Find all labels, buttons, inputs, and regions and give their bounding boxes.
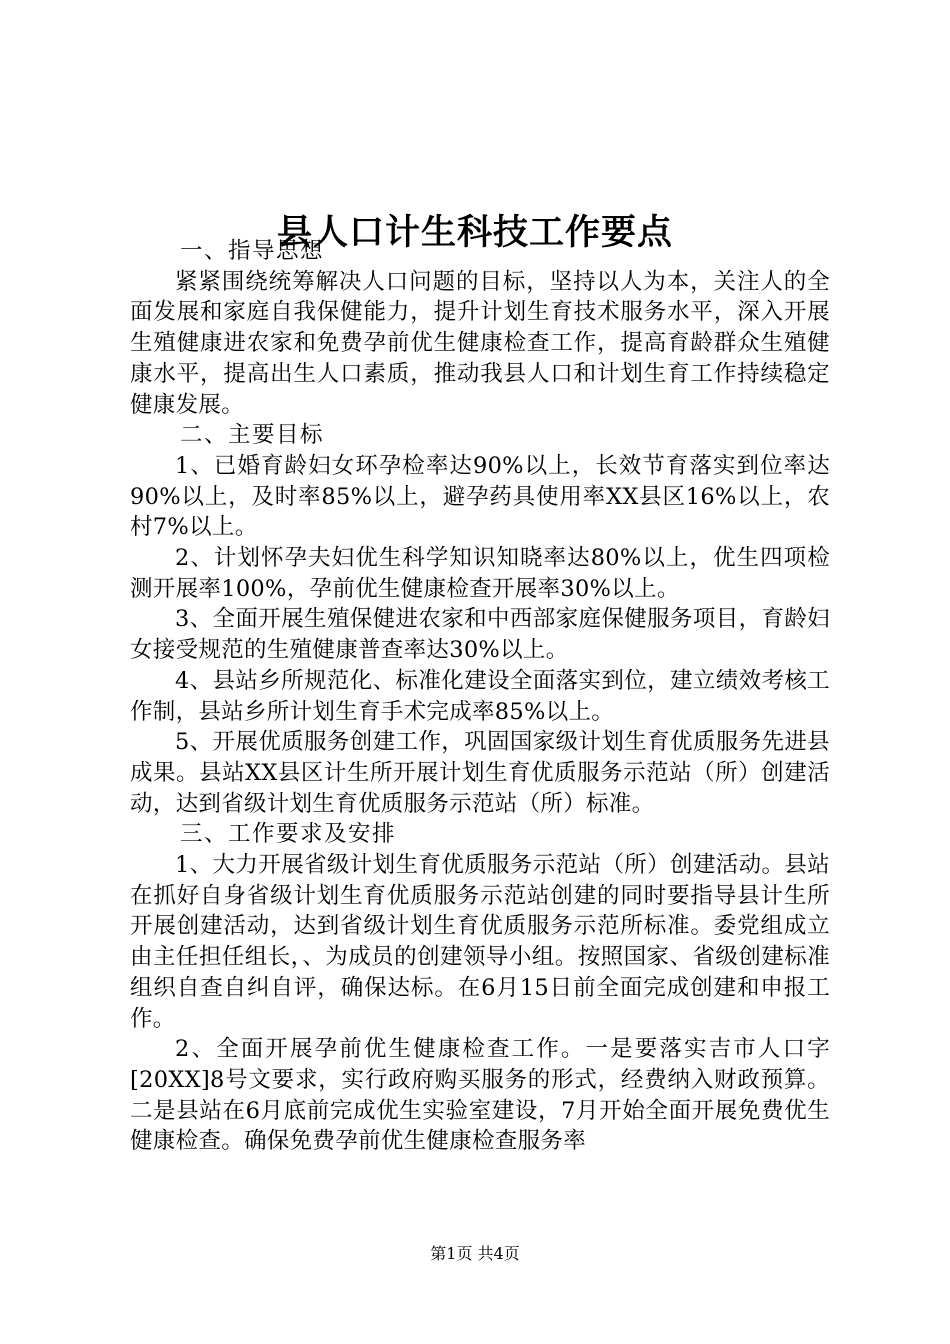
paragraph: 5、开展优质服务创建工作，巩固国家级计划生育优质服务先进县成果。县站XX县区计生所开展计划生育优质服务示范站（所）创建活动，达到省级计划生育优质服务示范站（所）标准。 [130,729,830,817]
document-body [130,236,830,1157]
paragraph: 紧紧围绕统筹解决人口问题的目标，坚持以人为本，关注人的全面发展和家庭自我保健能力，提升计划生育技术服务水平，深入开展生殖健康进农家和免费孕前优生健康检查工作，提高育龄群众生殖健康水平，提高出生人口素质，推动我县人口和计划生育工作持续稳定健康发展。 [130,268,830,418]
section-main-goals [130,420,830,819]
paragraph: 2、全面开展孕前优生健康检查工作。一是要落实吉市人口字[20XX]8号文要求，实行政府购买服务的形式，经费纳入财政预算。二是县站在6月底前完成优生实验室建设，7月开始全面开展免费优生健康检查。确保免费孕前优生健康检查服务率 [130,1036,830,1155]
section-heading: 三、工作要求及安排 [180,821,397,848]
paragraph: 3、全面开展生殖保健进农家和中西部家庭保健服务项目，育龄妇女接受规范的生殖健康普查率达30%以上。 [130,606,830,664]
section-guiding-ideology [130,236,830,420]
section-heading: 一、指导思想 [180,238,325,264]
paragraph: 1、已婚育龄妇女环孕检率达90%以上，长效节育落实到位率达90%以上，及时率85%以上，避孕药具使用率XX县区16%以上，农村7%以上。 [130,452,830,541]
paragraph: 2、计划怀孕夫妇优生科学知识知晓率达80%以上，优生四项检测开展率100%，孕前优生健康检查开展率30%以上。 [130,545,830,602]
section-work-requirements [130,819,830,1157]
page-footer: 第1页 共4页 [430,1244,520,1263]
paragraph: 4、县站乡所规范化、标准化建设全面落实到位，建立绩效考核工作制，县站乡所计划生育手术完成率85%以上。 [130,667,830,725]
document-title: 县人口计生科技工作要点 [276,212,673,254]
paragraph: 1、大力开展省级计划生育优质服务示范站（所）创建活动。县站在抓好自身省级计划生育优质服务示范站创建的同时要指导县计生所开展创建活动，达到省级计划生育优质服务示范所标准。委党组成立由主任担任组长，、为成员的创建领导小组。按照国家、省级创建标准组织自查自纠自评，确保达标。在6月15日前全面完成创建和申报工作。 [130,852,830,1032]
section-heading: 二、主要目标 [180,422,325,449]
